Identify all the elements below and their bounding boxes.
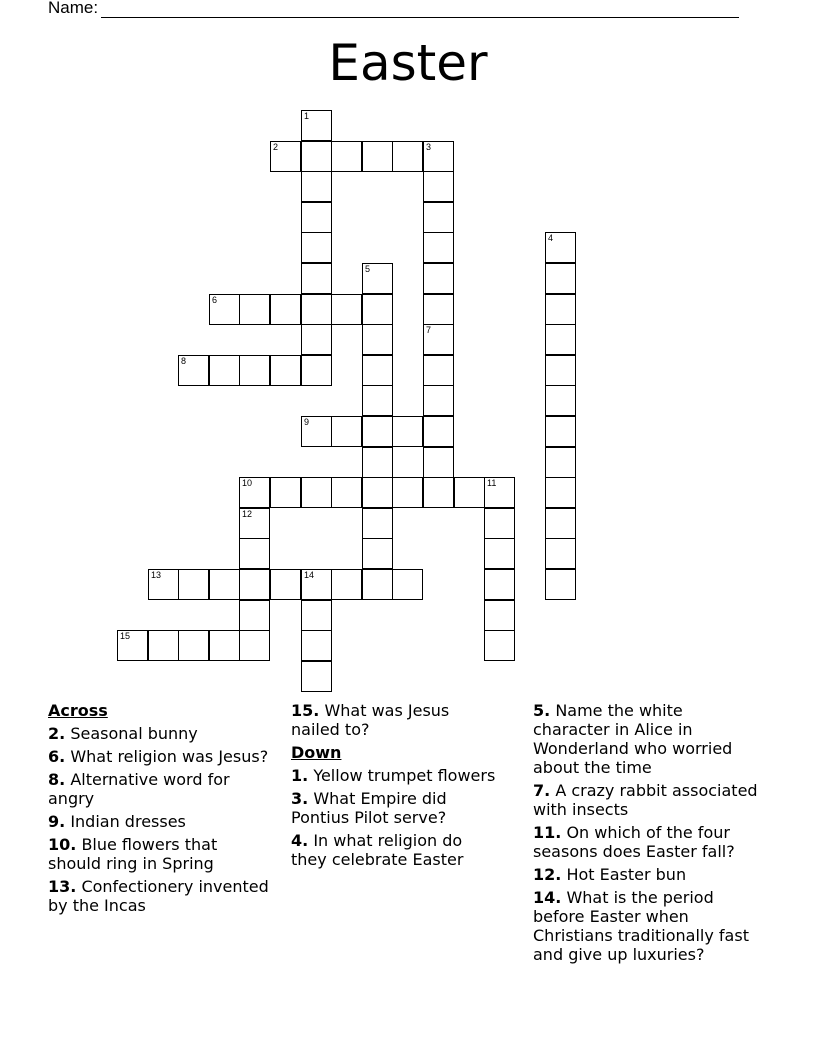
clue-across-10 bbox=[48, 835, 273, 873]
grid-cell[interactable] bbox=[545, 447, 576, 478]
grid-cell[interactable] bbox=[301, 600, 332, 631]
grid-cell[interactable] bbox=[270, 355, 301, 386]
grid-cell[interactable] bbox=[545, 477, 576, 508]
clue-column-2 bbox=[291, 701, 496, 873]
grid-cell[interactable] bbox=[331, 141, 362, 172]
grid-cell[interactable] bbox=[239, 630, 270, 661]
grid-cell[interactable] bbox=[301, 569, 332, 600]
grid-cell[interactable] bbox=[239, 538, 270, 569]
name-label: Name: bbox=[48, 0, 99, 17]
clue-number: 12. bbox=[533, 865, 562, 884]
grid-cell[interactable] bbox=[454, 477, 485, 508]
clue-down-12 bbox=[533, 865, 763, 884]
grid-cell[interactable] bbox=[484, 630, 515, 661]
cell-number: 9 bbox=[304, 417, 310, 427]
clue-number: 10. bbox=[48, 835, 77, 854]
clue-number: 13. bbox=[48, 877, 77, 896]
grid-cell[interactable] bbox=[301, 630, 332, 661]
clue-number: 4. bbox=[291, 831, 309, 850]
grid-cell[interactable] bbox=[178, 630, 209, 661]
grid-cell[interactable] bbox=[423, 385, 454, 416]
clue-text: Alternative word for angry bbox=[48, 770, 230, 808]
grid-cell[interactable] bbox=[484, 569, 515, 600]
clue-down-7 bbox=[533, 781, 763, 819]
clue-number: 5. bbox=[533, 701, 551, 720]
across-heading: Across bbox=[48, 701, 108, 720]
clue-down-3 bbox=[291, 789, 496, 827]
grid-cell[interactable] bbox=[362, 141, 393, 172]
grid-cell[interactable] bbox=[484, 508, 515, 539]
cell-number: 5 bbox=[365, 264, 371, 274]
grid-cell[interactable] bbox=[301, 294, 332, 325]
clue-down-14 bbox=[533, 888, 763, 964]
clue-text: Confectionery invented by the Incas bbox=[48, 877, 269, 915]
clue-down-1 bbox=[291, 766, 496, 785]
clue-across-6 bbox=[48, 747, 273, 766]
grid-cell[interactable] bbox=[239, 508, 270, 539]
clue-text: Blue flowers that should ring in Spring bbox=[48, 835, 218, 873]
grid-cell[interactable] bbox=[545, 232, 576, 263]
grid-cell[interactable] bbox=[301, 141, 332, 172]
cell-number: 14 bbox=[304, 570, 315, 580]
grid-cell[interactable] bbox=[239, 600, 270, 631]
grid-cell[interactable] bbox=[423, 355, 454, 386]
clue-text: Seasonal bunny bbox=[70, 724, 198, 743]
clue-column-3 bbox=[533, 701, 763, 968]
puzzle-title: Easter bbox=[328, 34, 488, 92]
clue-text: What was Jesus nailed to? bbox=[291, 701, 450, 739]
cell-number: 7 bbox=[426, 325, 432, 335]
grid-cell[interactable] bbox=[148, 569, 179, 600]
clue-number: 9. bbox=[48, 812, 66, 831]
grid-cell[interactable] bbox=[362, 416, 393, 447]
grid-cell[interactable] bbox=[301, 416, 332, 447]
clue-text: Hot Easter bun bbox=[566, 865, 687, 884]
grid-cell[interactable] bbox=[545, 508, 576, 539]
clue-text: Yellow trumpet flowers bbox=[313, 766, 496, 785]
cell-number: 4 bbox=[548, 233, 554, 243]
cell-number: 3 bbox=[426, 142, 432, 152]
grid-cell[interactable] bbox=[301, 263, 332, 294]
grid-cell[interactable] bbox=[545, 385, 576, 416]
grid-cell[interactable] bbox=[331, 294, 362, 325]
clue-across-13 bbox=[48, 877, 273, 915]
grid-cell[interactable] bbox=[545, 324, 576, 355]
grid-cell[interactable] bbox=[301, 355, 332, 386]
grid-cell[interactable] bbox=[392, 141, 423, 172]
grid-cell[interactable] bbox=[545, 569, 576, 600]
grid-cell[interactable] bbox=[392, 569, 423, 600]
clue-across-15 bbox=[291, 701, 496, 739]
grid-cell[interactable] bbox=[239, 294, 270, 325]
grid-cell[interactable] bbox=[423, 324, 454, 355]
cell-number: 10 bbox=[242, 478, 253, 488]
grid-cell[interactable] bbox=[270, 294, 301, 325]
cell-number: 1 bbox=[304, 111, 310, 121]
grid-cell[interactable] bbox=[362, 385, 393, 416]
cell-number: 13 bbox=[151, 570, 162, 580]
clue-across-9 bbox=[48, 812, 273, 831]
clue-text: On which of the four seasons does Easter fall? bbox=[533, 823, 735, 861]
cell-number: 11 bbox=[487, 478, 497, 488]
grid-cell[interactable] bbox=[301, 202, 332, 233]
grid-cell[interactable] bbox=[301, 110, 332, 141]
clue-down-11 bbox=[533, 823, 763, 861]
grid-cell[interactable] bbox=[362, 508, 393, 539]
grid-cell[interactable] bbox=[301, 324, 332, 355]
clue-number: 7. bbox=[533, 781, 551, 800]
grid-cell[interactable] bbox=[117, 630, 148, 661]
grid-cell[interactable] bbox=[545, 538, 576, 569]
grid-cell[interactable] bbox=[362, 355, 393, 386]
grid-cell[interactable] bbox=[545, 416, 576, 447]
grid-cell[interactable] bbox=[209, 355, 240, 386]
grid-cell[interactable] bbox=[270, 569, 301, 600]
clue-text: In what religion do they celebrate Easter bbox=[291, 831, 464, 869]
grid-cell[interactable] bbox=[331, 569, 362, 600]
grid-cell[interactable] bbox=[331, 416, 362, 447]
grid-cell[interactable] bbox=[392, 477, 423, 508]
grid-cell[interactable] bbox=[545, 355, 576, 386]
clue-number: 2. bbox=[48, 724, 66, 743]
grid-cell[interactable] bbox=[423, 171, 454, 202]
grid-cell[interactable] bbox=[484, 477, 515, 508]
cell-number: 6 bbox=[212, 295, 218, 305]
cell-number: 2 bbox=[273, 142, 279, 152]
grid-cell[interactable] bbox=[423, 294, 454, 325]
grid-cell[interactable] bbox=[209, 630, 240, 661]
clue-number: 6. bbox=[48, 747, 66, 766]
clue-text: What religion was Jesus? bbox=[70, 747, 269, 766]
grid-cell[interactable] bbox=[239, 569, 270, 600]
clue-down-4 bbox=[291, 831, 496, 869]
grid-cell[interactable] bbox=[362, 477, 393, 508]
grid-cell[interactable] bbox=[209, 294, 240, 325]
grid-cell[interactable] bbox=[484, 600, 515, 631]
grid-cell[interactable] bbox=[423, 202, 454, 233]
grid-cell[interactable] bbox=[209, 569, 240, 600]
grid-cell[interactable] bbox=[423, 232, 454, 263]
clue-column-1 bbox=[48, 701, 273, 919]
grid-cell[interactable] bbox=[484, 538, 515, 569]
down-heading: Down bbox=[291, 743, 342, 762]
clue-across-8 bbox=[48, 770, 273, 808]
grid-cell[interactable] bbox=[148, 630, 179, 661]
grid-cell[interactable] bbox=[178, 355, 209, 386]
grid-cell[interactable] bbox=[362, 294, 393, 325]
grid-cell[interactable] bbox=[270, 477, 301, 508]
grid-cell[interactable] bbox=[423, 416, 454, 447]
clue-number: 14. bbox=[533, 888, 562, 907]
cell-number: 12 bbox=[242, 509, 253, 519]
clue-text: A crazy rabbit associated with insects bbox=[533, 781, 758, 819]
grid-cell[interactable] bbox=[423, 447, 454, 478]
grid-cell[interactable] bbox=[301, 232, 332, 263]
grid-cell[interactable] bbox=[239, 355, 270, 386]
grid-cell[interactable] bbox=[178, 569, 209, 600]
grid-cell[interactable] bbox=[301, 477, 332, 508]
clue-number: 3. bbox=[291, 789, 309, 808]
grid-cell[interactable] bbox=[362, 447, 393, 478]
clue-number: 8. bbox=[48, 770, 66, 789]
grid-cell[interactable] bbox=[362, 324, 393, 355]
grid-cell[interactable] bbox=[392, 416, 423, 447]
grid-cell[interactable] bbox=[362, 263, 393, 294]
grid-cell[interactable] bbox=[270, 141, 301, 172]
clue-number: 15. bbox=[291, 701, 320, 720]
clue-down-5 bbox=[533, 701, 763, 777]
grid-cell[interactable] bbox=[423, 141, 454, 172]
clue-text: Indian dresses bbox=[70, 812, 186, 831]
clue-number: 11. bbox=[533, 823, 562, 842]
clue-text: Name the white character in Alice in Wonderland who worried about the time bbox=[533, 701, 733, 777]
grid-cell[interactable] bbox=[362, 569, 393, 600]
clue-number: 1. bbox=[291, 766, 309, 785]
grid-cell[interactable] bbox=[423, 477, 454, 508]
clue-across-2 bbox=[48, 724, 273, 743]
grid-cell[interactable] bbox=[331, 477, 362, 508]
clue-text: What Empire did Pontius Pilot serve? bbox=[291, 789, 447, 827]
grid-cell[interactable] bbox=[545, 263, 576, 294]
grid-cell[interactable] bbox=[239, 477, 270, 508]
grid-cell[interactable] bbox=[545, 294, 576, 325]
grid-cell[interactable] bbox=[301, 661, 332, 692]
cell-number: 15 bbox=[120, 631, 131, 641]
grid-cell[interactable] bbox=[423, 263, 454, 294]
grid-cell[interactable] bbox=[301, 171, 332, 202]
cell-number: 8 bbox=[181, 356, 187, 366]
grid-cell[interactable] bbox=[362, 538, 393, 569]
clue-text: What is the period before Easter when Christians traditionally fast and give up luxuries? bbox=[533, 888, 749, 964]
